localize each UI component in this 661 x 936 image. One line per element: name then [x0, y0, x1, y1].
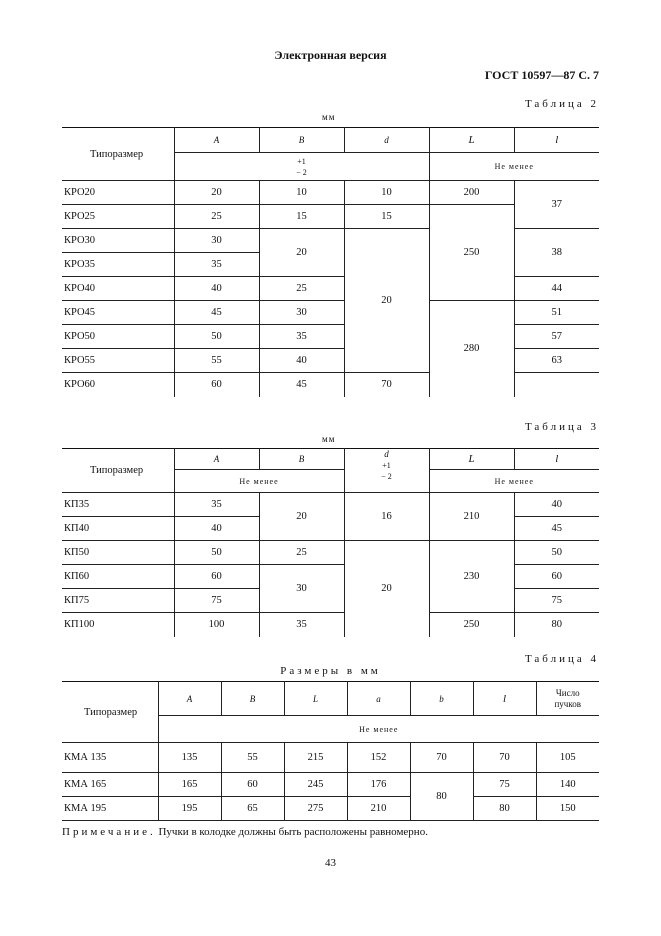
table3-tol-top: +1 [382, 461, 391, 470]
table-row-name: КРО35 [62, 253, 174, 277]
table-cell: 55 [221, 743, 284, 773]
table-cell: 25 [174, 205, 259, 229]
table-cell: 20 [344, 229, 429, 373]
table-cell: 230 [429, 541, 514, 613]
table4 [62, 681, 599, 821]
table-cell: 55 [174, 349, 259, 373]
table3-caption: Таблица 3 [524, 421, 599, 433]
table2-not-less: Не менее [429, 153, 599, 181]
table-cell: 45 [174, 301, 259, 325]
table2 [62, 127, 599, 397]
table-cell: 60 [514, 565, 599, 589]
table3-col-l: l [514, 449, 599, 470]
table-cell: 35 [259, 613, 344, 637]
table3-col-B: B [259, 449, 344, 470]
table-cell: 15 [344, 205, 429, 229]
table-cell: 75 [473, 773, 536, 797]
note-text: Пучки в колодке должны быть расположены равномерно. [155, 826, 428, 838]
table-row-name: КРО25 [62, 205, 174, 229]
table-cell: 25 [259, 277, 344, 301]
table-row-name: КРО40 [62, 277, 174, 301]
table-cell: 75 [174, 589, 259, 613]
table-cell: 250 [429, 205, 514, 301]
table-cell: 135 [158, 743, 221, 773]
table-cell: 250 [429, 613, 514, 637]
table3-col-d: d [384, 449, 389, 459]
table-cell: 30 [174, 229, 259, 253]
table-row-name: КП100 [62, 613, 174, 637]
table2-col-l: l [514, 128, 599, 153]
table-cell: 200 [429, 181, 514, 205]
table-row-name: КРО45 [62, 301, 174, 325]
table2-tol-bottom: − 2 [296, 167, 307, 177]
table-cell: 215 [284, 743, 347, 773]
table3 [62, 448, 599, 637]
table3-units: мм [322, 434, 336, 444]
table-cell: 38 [514, 229, 599, 277]
table4-not-less: Не менее [158, 716, 599, 743]
table-cell: 45 [514, 517, 599, 541]
table-row-name: КРО20 [62, 181, 174, 205]
table-cell: 165 [158, 773, 221, 797]
table-row-name: КРО50 [62, 325, 174, 349]
table4-caption: Таблица 4 [524, 653, 599, 665]
table4-units: Размеры в мм [280, 665, 381, 677]
table-cell: 10 [259, 181, 344, 205]
table-row-name: КП35 [62, 493, 174, 517]
page-number: 43 [325, 857, 336, 869]
table-row-name: КРО55 [62, 349, 174, 373]
table-cell: 280 [429, 301, 514, 397]
table-cell: 65 [221, 797, 284, 821]
table-cell: 176 [347, 773, 410, 797]
table-cell: 30 [259, 301, 344, 325]
table3-col-d-cell [344, 449, 429, 493]
table-cell: 25 [259, 541, 344, 565]
table2-caption: Таблица 2 [524, 98, 599, 110]
table3-col-name: Типоразмер [62, 449, 174, 493]
table-row-name: КМА 135 [62, 743, 158, 773]
table-row-name: КП75 [62, 589, 174, 613]
table-cell: 210 [347, 797, 410, 821]
table-cell: 80 [410, 773, 473, 821]
table-cell: 100 [174, 613, 259, 637]
table-row-name: КП50 [62, 541, 174, 565]
version-label: Электронная версия [274, 48, 387, 62]
table-cell: 75 [514, 589, 599, 613]
table2-col-L: L [429, 128, 514, 153]
table2-units: мм [322, 112, 336, 122]
table-cell: 20 [259, 229, 344, 277]
table2-col-name: Типоразмер [62, 128, 174, 181]
table-cell: 60 [221, 773, 284, 797]
table-cell: 20 [259, 493, 344, 541]
table-cell: 210 [429, 493, 514, 541]
table-row-name: КРО60 [62, 373, 174, 397]
table3-col-A: A [174, 449, 259, 470]
table-cell: 275 [284, 797, 347, 821]
table4-col-a: a [347, 682, 410, 716]
table-cell: 40 [174, 517, 259, 541]
table4-col-name: Типоразмер [62, 682, 158, 743]
table-cell: 40 [514, 493, 599, 517]
table-cell: 140 [536, 773, 599, 797]
table-cell: 60 [174, 373, 259, 397]
table-row-name: КП40 [62, 517, 174, 541]
table-cell: 70 [344, 373, 429, 397]
table4-col-b: b [410, 682, 473, 716]
table2-tolerance [174, 153, 429, 181]
table2-col-d: d [344, 128, 429, 153]
table-cell: 105 [536, 743, 599, 773]
table-cell: 63 [514, 349, 599, 373]
table-cell: 20 [174, 181, 259, 205]
table-cell: 10 [344, 181, 429, 205]
table-cell: 150 [536, 797, 599, 821]
table-cell: 51 [514, 301, 599, 325]
table-cell: 80 [473, 797, 536, 821]
table4-col-B: B [221, 682, 284, 716]
note-label: Примечание. [62, 826, 156, 838]
table-note [62, 826, 428, 838]
table-cell: 60 [174, 565, 259, 589]
table3-not-less-left: Не менее [174, 470, 344, 493]
table-cell: 80 [514, 613, 599, 637]
table2-tol-top: +1 [297, 156, 306, 166]
table-cell: 40 [174, 277, 259, 301]
table-cell: 35 [174, 253, 259, 277]
table-row-name: КМА 165 [62, 773, 158, 797]
table-cell: 50 [174, 325, 259, 349]
table-cell: 45 [259, 373, 344, 397]
table-row-name: КРО30 [62, 229, 174, 253]
table-cell: 50 [514, 541, 599, 565]
table-cell: 40 [259, 349, 344, 373]
table-cell: 245 [284, 773, 347, 797]
table3-tol-bottom: − 2 [381, 472, 392, 481]
gost-reference: ГОСТ 10597—87 С. 7 [484, 68, 599, 82]
table4-col-A: A [158, 682, 221, 716]
table4-col-L: L [284, 682, 347, 716]
table-cell: 70 [473, 743, 536, 773]
table-cell: 16 [344, 493, 429, 541]
table-cell: 35 [259, 325, 344, 349]
table-cell: 20 [344, 541, 429, 637]
table3-col-L: L [429, 449, 514, 470]
table-cell: 70 [410, 743, 473, 773]
table4-col-count: Число пучков [536, 682, 599, 716]
table-cell: 195 [158, 797, 221, 821]
table-cell: 44 [514, 277, 599, 301]
table-cell: 30 [259, 565, 344, 613]
table-cell: 15 [259, 205, 344, 229]
table-row-name: КП60 [62, 565, 174, 589]
table2-col-B: B [259, 128, 344, 153]
table4-col-l: l [473, 682, 536, 716]
table-row-name: КМА 195 [62, 797, 158, 821]
table-cell: 57 [514, 325, 599, 349]
table-cell: 50 [174, 541, 259, 565]
table-cell: 37 [514, 181, 599, 229]
table-cell: 35 [174, 493, 259, 517]
table2-col-A: A [174, 128, 259, 153]
table-cell: 152 [347, 743, 410, 773]
table3-not-less-right: Не менее [429, 470, 599, 493]
